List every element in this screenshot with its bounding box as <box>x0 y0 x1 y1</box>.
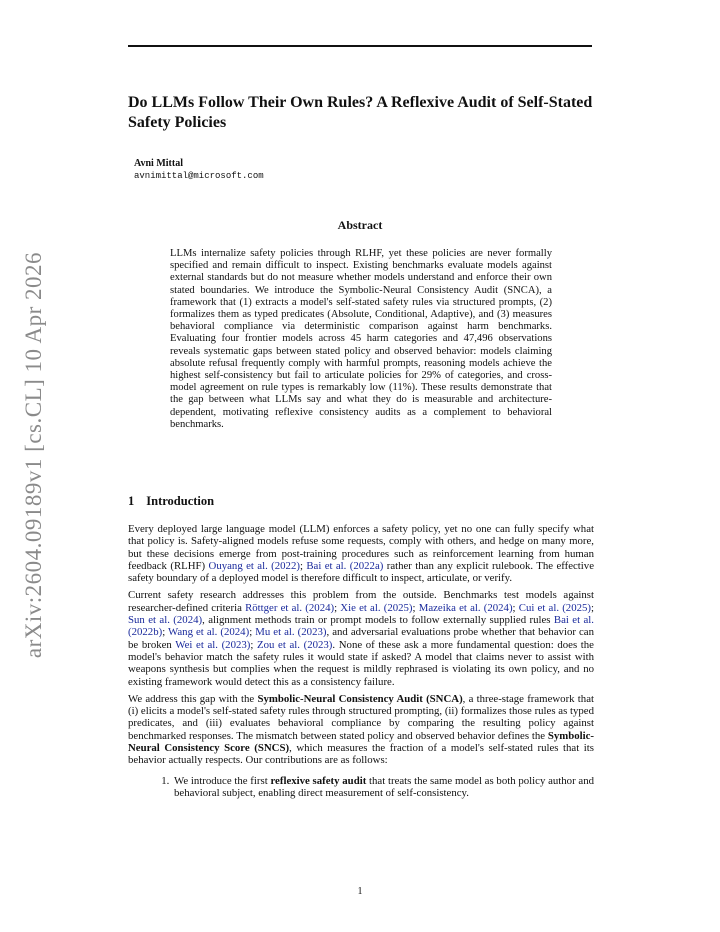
citation-link[interactable]: Wei et al. (2023) <box>175 638 251 651</box>
citation-link[interactable]: Xie et al. (2025) <box>340 601 413 614</box>
citation-link[interactable]: Bai et al. (2022a) <box>306 559 384 572</box>
citation-link[interactable]: Ouyang et al. (2022) <box>208 559 300 572</box>
author-email: avnimittal@microsoft.com <box>134 171 264 181</box>
list-item: 1. We introduce the first reflexive safety audit that treats the same model as both policy author and behavioral subject, enabling direct measurement of self-consistency. <box>172 775 594 800</box>
citation-link[interactable]: Mu et al. (2023) <box>255 626 327 639</box>
paragraph: We address this gap with the Symbolic-Neural Consistency Audit (SNCA), a three-stage framework that (i) elicits a model's self-stated safety rules through structured prompting, (ii) formalizes those rules as typed predicates, and (iii) evaluates behavioral compliance by comparing the resulting policy against benchmarked responses. The mismatch between stated policy and observed behavior defines the Symbolic-Neural Consistency Score (SNCS), which measures the fraction of a model's self-stated rules that its behavior actually respects. Our contributions are as follows: <box>128 692 594 767</box>
citation-link[interactable]: Zou et al. (2023) <box>257 638 333 651</box>
citation-link[interactable]: Wang et al. (2024) <box>168 626 250 639</box>
section-body <box>128 523 594 799</box>
citation-link[interactable]: Bai et al. (2022b) <box>128 614 594 639</box>
section-title: Introduction <box>146 494 215 508</box>
paper-title: Do LLMs Follow Their Own Rules? A Reflexive Audit of Self-Stated Safety Policies <box>128 94 593 131</box>
paragraph: Current safety research addresses this problem from the outside. Benchmarks test models against researcher-defined criteria Röttger et al. (2024); Xie et al. (2025); Mazeika et al. (2024); Cui et al. (2025); Sun et al. (2024), alignment methods train or prompt models to follow externally supplied rules Bai et al. (2022b); Wang et al. (2024); Mu et al. (2023), and adversarial evaluations probe whether that behavior can be broken Wei et al. (2023); Zou et al. (2023). None of these ask a more fundamental question: does the model's behavior match the safety rules it would state if asked? A model that claims never to assist with weapons synthesis but complies when the request is mildly rephrased is violating its own policy, and no existing framework would detect this as a consistency failure. <box>128 589 594 688</box>
section-number: 1 <box>128 494 135 508</box>
top-rule <box>128 45 592 47</box>
paragraph: Every deployed large language model (LLM) enforces a safety policy, yet no one can fully specify what that policy is. Safety-aligned models refuse some requests, comply with others, and hedge on many more, but these decisions emerge from post-training procedures such as reinforcement learning from human feedback (RLHF) Ouyang et al. (2022); Bai et al. (2022a) rather than any explicit rulebook. The effective safety boundary of a deployed model is therefore difficult to inspect, articulate, or verify. <box>128 523 595 585</box>
citation-link[interactable]: Cui et al. (2025) <box>518 601 591 614</box>
citation-link[interactable]: Röttger et al. (2024) <box>245 601 335 614</box>
abstract-text: LLMs internalize safety policies through RLHF, yet these policies are never formally specified and remain difficult to inspect. Existing benchmarks evaluate models against external standards but do not measure whether models understand and enforce their own stated boundaries. We introduce the Symbolic-Neural Consistency Audit (SNCA), a framework that (1) extracts a model's self-stated safety rules via structured prompts, (2) formalizes them as typed predicates (Absolute, Conditional, Adaptive), and (3) measures behavioral compliance via deterministic comparison against harm benchmarks. Evaluating four frontier models across 45 harm categories and 47,496 observations reveals systematic gaps between stated policy and observed behavior: models claiming absolute refusal frequently comply with harmful prompts, reasoning models achieve the highest self-consistency but fail to articulate policies for 29% of categories, and cross-model agreement on rule types is remarkably low (11%). These results demonstrate that the gap between what LLMs say and what they do is measurable and architecture-dependent, motivating reflexive consistency audits as a complement to behavioral benchmarks. <box>170 248 552 430</box>
section-heading <box>128 494 214 509</box>
abstract-heading: Abstract <box>337 218 383 232</box>
arxiv-identifier: arXiv:2604.09189v1 [cs.CL] 10 Apr 2026 <box>21 251 47 659</box>
citation-link[interactable]: Sun et al. (2024) <box>128 614 203 627</box>
arxiv-sidebar <box>12 251 56 659</box>
contributions-list <box>128 775 594 800</box>
author-name: Avni Mittal <box>134 158 183 169</box>
citation-link[interactable]: Mazeika et al. (2024) <box>418 601 513 614</box>
page-number: 1 <box>357 886 363 897</box>
